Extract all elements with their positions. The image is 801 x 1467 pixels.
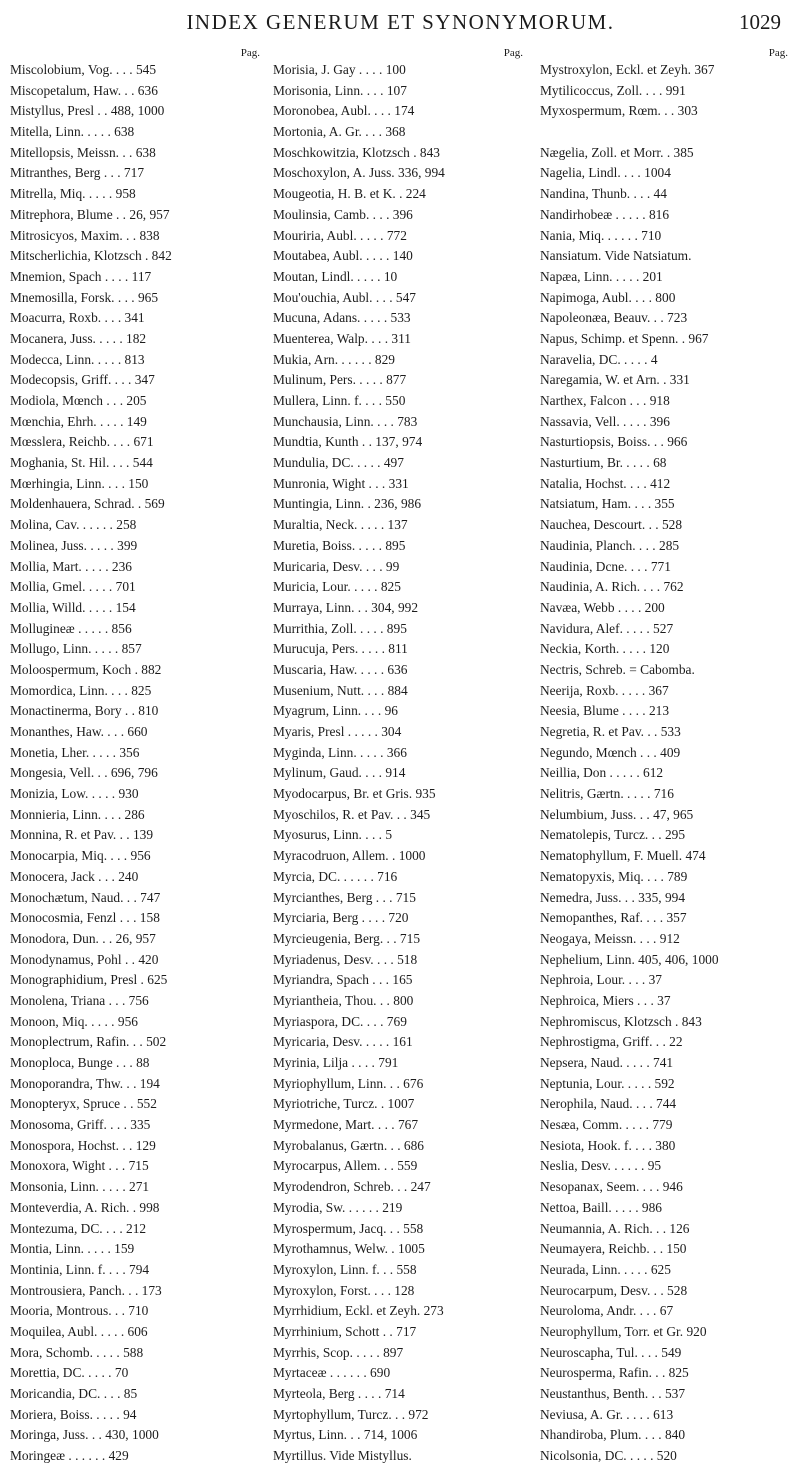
index-entry: Myroxylon, Linn. f. . . 558 — [273, 1261, 417, 1277]
index-entry: Muretia, Boiss. . . . . 895 — [273, 537, 406, 553]
index-entry: Mitrella, Miq. . . . . 958 — [10, 186, 136, 202]
index-entry: Modecca, Linn. . . . . 813 — [10, 351, 145, 367]
index-entry: Neuroloma, Andr. . . . 67 — [540, 1303, 674, 1319]
index-entry: Myaris, Presl . . . . . 304 — [273, 724, 402, 739]
index-entry: Natalia, Hochst. . . . 412 — [540, 475, 671, 491]
index-entry: Nauchea, Descourt. . . 528 — [540, 517, 683, 533]
index-entry: Nelumbium, Juss. . . 47, 965 — [540, 806, 694, 822]
page-number: 1029 — [739, 10, 781, 34]
index-entry: Mongesia, Vell. . . 696, 796 — [10, 765, 158, 781]
index-entry: Myrcianthes, Berg . . . 715 — [273, 889, 416, 905]
index-entry: Myriadenus, Desv. . . . 518 — [273, 951, 418, 967]
index-entry: Murraya, Linn. . . 304, 992 — [273, 599, 419, 615]
index-entry: Neckia, Korth. . . . . 120 — [540, 641, 670, 657]
index-entry: Mœnchia, Ehrh. . . . . 149 — [10, 413, 147, 429]
index-entry: Mollugineæ . . . . . 856 — [10, 620, 132, 636]
index-entry: Monsonia, Linn. . . . . 271 — [10, 1179, 150, 1195]
index-entry: Myxospermum, Rœm. . . 303 — [540, 103, 698, 119]
index-entry: Nematolepis, Turcz. . . 295 — [540, 827, 686, 843]
index-column-2 — [273, 46, 525, 1467]
index-entry: Myrrhis, Scop. . . . . 897 — [273, 1344, 404, 1360]
index-entry: Monoplectrum, Rafin. . . 502 — [10, 1034, 167, 1050]
index-entry: Neogaya, Meissn. . . . 912 — [540, 930, 680, 946]
index-entry: Nassavia, Vell. . . . . 396 — [540, 413, 670, 429]
index-entry: Naregamia, W. et Arn. . 331 — [540, 372, 690, 388]
index-entry: Myginda, Linn. . . . . 366 — [273, 744, 407, 760]
index-entry: Neslia, Desv. . . . . . 95 — [540, 1158, 662, 1174]
index-entry: Monoploca, Bunge . . . 88 — [10, 1055, 150, 1070]
index-entry: Nesiota, Hook. f. . . . 380 — [540, 1137, 676, 1153]
index-entry: Mytilicoccus, Zoll. . . . 991 — [540, 82, 686, 98]
index-entry: Napus, Schimp. et Spenn. . 967 — [540, 330, 709, 346]
index-entry: Monospora, Hochst. . . 129 — [10, 1137, 156, 1153]
index-entry: Myrtophyllum, Turcz. . . 972 — [273, 1406, 429, 1422]
index-entry: Naudinia, Dcne. . . . 771 — [540, 558, 671, 574]
index-entry: Nansiatum. Vide Natsiatum. — [540, 248, 692, 264]
index-entry: Nicolsonia, DC. . . . . 520 — [540, 1448, 677, 1464]
index-entry: Montinia, Linn. f. . . . 794 — [10, 1261, 150, 1277]
index-entry: Morisonia, Linn. . . . 107 — [273, 82, 407, 98]
index-entry: Mœrhingia, Linn. . . . 150 — [10, 475, 149, 491]
index-entry: Negundo, Mœnch . . . 409 — [540, 744, 681, 760]
index-entry: Muricaria, Desv. . . . 99 — [273, 558, 400, 574]
index-entry: Mukia, Arn. . . . . . 829 — [273, 351, 395, 367]
index-entry: Mucuna, Adans. . . . . 533 — [273, 310, 411, 326]
index-entry: Napoleonæa, Beauv. . . 723 — [540, 310, 688, 326]
column-heading-pag: Pag. — [240, 47, 260, 59]
index-entry: Neurocarpum, Desv. . . 528 — [540, 1282, 688, 1298]
index-entry: Nectris, Schreb. = Cabomba. — [540, 661, 695, 677]
index-entry: Myrobalanus, Gærtn. . . 686 — [273, 1137, 425, 1153]
index-entry: Molinea, Juss. . . . . 399 — [10, 537, 138, 553]
index-entry: Napimoga, Aubl. . . . 800 — [540, 289, 676, 305]
index-entry: Mollugo, Linn. . . . . 857 — [10, 641, 142, 657]
index-entry: Murrithia, Zoll. . . . . 895 — [273, 620, 407, 636]
index-entry: Monanthes, Haw. . . . 660 — [10, 724, 148, 739]
index-entry: Moriera, Boiss. . . . . 94 — [10, 1406, 137, 1422]
index-entry: Moringeæ . . . . . . 429 — [10, 1448, 129, 1464]
index-entry: Myodocarpus, Br. et Gris. 935 — [273, 786, 436, 802]
index-entry: Morisia, J. Gay . . . . 100 — [273, 62, 406, 77]
index-entry: Nagelia, Lindl. . . . 1004 — [540, 165, 671, 181]
index-entry: Monographidium, Presl . 625 — [10, 972, 168, 988]
index-entry: Myrtus, Linn. . . 714, 1006 — [273, 1427, 418, 1443]
index-entry: Mollia, Willd. . . . . 154 — [10, 599, 136, 615]
index-entry: Myrinia, Lilja . . . . 791 — [273, 1055, 399, 1070]
index-entry: Monetia, Lher. . . . . 356 — [10, 744, 140, 760]
index-entry: Monoon, Miq. . . . . 956 — [10, 1013, 138, 1029]
index-entry: Mitrosicyos, Maxim. . . 838 — [10, 227, 160, 243]
index-entry: Mitranthes, Berg . . . 717 — [10, 165, 145, 181]
index-entry: Monoporandra, Thw. . . 194 — [10, 1075, 160, 1091]
index-entry: Mnemosilla, Forsk. . . . 965 — [10, 289, 159, 305]
index-entry: Nesæa, Comm. . . . . 779 — [540, 1117, 673, 1133]
index-entry: Myriotriche, Turcz. . 1007 — [273, 1096, 415, 1112]
index-entry: Muraltia, Neck. . . . . 137 — [273, 517, 408, 533]
index-entry: Moricandia, DC. . . . 85 — [10, 1386, 138, 1401]
index-entry: Myracodruon, Allem. . 1000 — [273, 848, 426, 864]
index-entry: Myrrhinium, Schott . . 717 — [273, 1323, 417, 1339]
index-entry: Myrtaceæ . . . . . . 690 — [273, 1365, 391, 1381]
index-entry: Navidura, Alef. . . . . 527 — [540, 620, 674, 636]
index-entry: Nhandiroba, Plum. . . . 840 — [540, 1427, 686, 1443]
index-entry: Moschoxylon, A. Juss. 336, 994 — [273, 165, 445, 181]
index-entry: Munchausia, Linn. . . . 783 — [273, 413, 418, 429]
index-entry: Myroxylon, Forst. . . . 128 — [273, 1282, 415, 1298]
running-title: INDEX GENERUM ET SYNONYMORUM. — [186, 10, 615, 34]
index-entry: Monoxora, Wight . . . 715 — [10, 1158, 149, 1174]
index-entry: Myrcieugenia, Berg. . . 715 — [273, 930, 421, 946]
index-entry: Monactinerma, Bory . . 810 — [10, 703, 159, 719]
index-entry: Nerophila, Naud. . . . 744 — [540, 1096, 677, 1112]
index-entry: Nephelium, Linn. 405, 406, 1000 — [540, 951, 719, 967]
index-entry: Myrtillus. Vide Mistyllus. — [273, 1448, 412, 1464]
index-entry: Navæa, Webb . . . . 200 — [540, 599, 665, 615]
index-entry: Narthex, Falcon . . . 918 — [540, 393, 670, 408]
index-entry: Momordica, Linn. . . . 825 — [10, 682, 152, 698]
index-entry: Neillia, Don . . . . . 612 — [540, 765, 664, 781]
index-entry: Monteverdia, A. Rich. . 998 — [10, 1199, 160, 1215]
index-entry: Myosurus, Linn. . . . 5 — [273, 827, 393, 843]
index-entry: Nasturtium, Br. . . . . 68 — [540, 455, 667, 471]
index-entry: Neptunia, Lour. . . . . 592 — [540, 1075, 675, 1091]
index-entry: Monodora, Dun. . . 26, 957 — [10, 930, 156, 946]
index-entry: Mistyllus, Presl . . 488, 1000 — [10, 103, 165, 119]
index-entry: Nepsera, Naud. . . . . 741 — [540, 1055, 674, 1070]
index-entry: Nephrostigma, Griff. . . 22 — [540, 1034, 683, 1050]
index-entry: Myricaria, Desv. . . . . 161 — [273, 1034, 413, 1050]
index-entry: Mitscherlichia, Klotzsch . 842 — [10, 248, 172, 264]
index-entry: Myrodendron, Schreb. . . 247 — [273, 1179, 431, 1195]
index-entry: Moloospermum, Koch . 882 — [10, 661, 162, 677]
index-column-1 — [10, 46, 262, 1467]
index-entry: Monolena, Triana . . . 756 — [10, 992, 149, 1008]
index-entry: Myrteola, Berg . . . . 714 — [273, 1386, 405, 1401]
index-entry: Myrrhidium, Eckl. et Zeyh. 273 — [273, 1303, 444, 1319]
index-entry: Myriaspora, DC. . . . 769 — [273, 1013, 407, 1029]
index-entry: Myrocarpus, Allem. . . 559 — [273, 1158, 418, 1174]
index-entry: Monocera, Jack . . . 240 — [10, 868, 139, 884]
index-entry: Moronobea, Aubl. . . . 174 — [273, 103, 415, 119]
index-entry: Mulinum, Pers. . . . . 877 — [273, 372, 407, 388]
index-entry: Mougeotia, H. B. et K. . 224 — [273, 186, 426, 202]
index-entry: Muricia, Lour. . . . . 825 — [273, 579, 401, 595]
index-entry: Myrospermum, Jacq. . . 558 — [273, 1220, 424, 1236]
index-entry: Nephroia, Lour. . . . 37 — [540, 972, 662, 988]
index-entry: Mitella, Linn. . . . . 638 — [10, 124, 135, 140]
index-entry: Mundtia, Kunth . . 137, 974 — [273, 434, 423, 450]
index-entry — [540, 122, 790, 143]
index-entry: Neuroscapha, Tul. . . . 549 — [540, 1344, 682, 1360]
index-entry: Naravelia, DC. . . . . 4 — [540, 351, 658, 367]
index-entry: Mullera, Linn. f. . . . 550 — [273, 393, 406, 408]
index-entry: Muntingia, Linn. . 236, 986 — [273, 496, 422, 512]
index-entry: Moghania, St. Hil. . . . 544 — [10, 455, 153, 471]
index-entry: Morettia, DC. . . . . 70 — [10, 1365, 129, 1381]
index-entry: Monnina, R. et Pav. . . 139 — [10, 827, 154, 843]
index-entry: Miscolobium, Vog. . . . 545 — [10, 62, 157, 77]
index-entry: Mora, Schomb. . . . . 588 — [10, 1344, 144, 1360]
index-entry: Monocosmia, Fenzl . . . 158 — [10, 910, 160, 926]
index-entry: Nematophyllum, F. Muell. 474 — [540, 848, 706, 864]
index-entry: Moutan, Lindl. . . . . 10 — [273, 268, 398, 284]
index-entry: Mooria, Montrous. . . 710 — [10, 1303, 149, 1319]
index-entry: Mystroxylon, Eckl. et Zeyh. 367 — [540, 62, 715, 77]
index-entry: Myrmedone, Mart. . . . 767 — [273, 1117, 419, 1133]
index-entry: Natsiatum, Ham. . . . 355 — [540, 496, 675, 512]
index-entry: Myoschilos, R. et Pav. . . 345 — [273, 806, 431, 822]
index-entry: Nephroica, Miers . . . 37 — [540, 992, 671, 1008]
index-entry: Montrousiera, Panch. . . 173 — [10, 1282, 162, 1298]
index-entry: Negretia, R. et Pav. . . 533 — [540, 724, 681, 739]
index-entry: Nelitris, Gærtn. . . . . 716 — [540, 786, 674, 802]
index-entry: Moldenhauera, Schrad. . 569 — [10, 496, 165, 512]
index-entry: Naudinia, A. Rich. . . . 762 — [540, 579, 684, 595]
index-entry: Nandirhobeæ . . . . . 816 — [540, 206, 670, 222]
index-entry: Muenterea, Walp. . . . 311 — [273, 330, 411, 346]
index-entry: Neumannia, A. Rich. . . 126 — [540, 1220, 690, 1236]
index-entry: Myagrum, Linn. . . . 96 — [273, 703, 398, 719]
index-entry: Mollia, Gmel. . . . . 701 — [10, 579, 136, 595]
index-entry: Mollia, Mart. . . . . 236 — [10, 558, 132, 574]
index-entry: Mitellopsis, Meissn. . . 638 — [10, 144, 156, 160]
index-entry: Moringa, Juss. . . 430, 1000 — [10, 1427, 159, 1443]
index-entry: Myrothamnus, Welw. . 1005 — [273, 1241, 425, 1257]
index-entry: Nægelia, Zoll. et Morr. . 385 — [540, 144, 694, 160]
index-entry: Montezuma, DC. . . . 212 — [10, 1220, 147, 1236]
index-entry: Moquilea, Aubl. . . . . 606 — [10, 1323, 148, 1339]
index-entry: Montia, Linn. . . . . 159 — [10, 1241, 135, 1257]
index-entry: Neurophyllum, Torr. et Gr. 920 — [540, 1323, 707, 1339]
index-entry: Moutabea, Aubl. . . . . 140 — [273, 248, 413, 264]
index-entry: Nephromiscus, Klotzsch . 843 — [540, 1013, 702, 1029]
index-column-3 — [540, 46, 790, 1467]
index-entry: Monnieria, Linn. . . . 286 — [10, 806, 145, 822]
index-entry: Modecopsis, Griff. . . . 347 — [10, 372, 155, 388]
column-heading-pag: Pag. — [768, 47, 788, 59]
index-entry: Monocarpia, Miq. . . . 956 — [10, 848, 151, 864]
index-entry: Modiola, Mœnch . . . 205 — [10, 393, 147, 408]
index-entry: Myriandra, Spach . . . 165 — [273, 972, 413, 988]
index-entry: Nasturtiopsis, Boiss. . . 966 — [540, 434, 688, 450]
index-entry: Neumayera, Reichb. . . 150 — [540, 1241, 687, 1257]
index-entry: Neesia, Blume . . . . 213 — [540, 703, 670, 719]
index-entry: Nandina, Thunb. . . . 44 — [540, 186, 667, 202]
index-entry: Monizia, Low. . . . . 930 — [10, 786, 139, 802]
index-entry: Murucuja, Pers. . . . . 811 — [273, 641, 408, 657]
index-entry: Myrciaria, Berg . . . . 720 — [273, 910, 409, 926]
index-entry: Mitrephora, Blume . . 26, 957 — [10, 206, 170, 222]
index-entry: Monochætum, Naud. . . 747 — [10, 889, 161, 905]
index-entry: Moacurra, Roxb. . . . 341 — [10, 310, 145, 326]
index-entry: Napæa, Linn. . . . . 201 — [540, 268, 663, 284]
index-entry: Myriophyllum, Linn. . . 676 — [273, 1075, 424, 1091]
index-entry: Mortonia, A. Gr. . . . 368 — [273, 124, 406, 140]
index-entry: Mnemion, Spach . . . . 117 — [10, 268, 152, 284]
index-entry: Monosoma, Griff. . . . 335 — [10, 1117, 151, 1133]
index-entry: Nemedra, Juss. . . 335, 994 — [540, 889, 686, 905]
index-entry: Mou'ouchia, Aubl. . . . 547 — [273, 289, 417, 305]
index-entry: Neviusa, A. Gr. . . . . 613 — [540, 1406, 674, 1422]
index-entry: Miscopetalum, Haw. . . 636 — [10, 82, 158, 98]
index-entry: Mouriria, Aubl. . . . . 772 — [273, 227, 407, 243]
index-entry: Monopteryx, Spruce . . 552 — [10, 1096, 157, 1112]
index-entry: Nemopanthes, Raf. . . . 357 — [540, 910, 687, 926]
index-entry: Neurada, Linn. . . . . 625 — [540, 1261, 671, 1277]
index-entry: Nettoa, Baill. . . . . 986 — [540, 1199, 662, 1215]
index-entry: Musenium, Nutt. . . . 884 — [273, 682, 408, 698]
index-entry: Myrcia, DC. . . . . . 716 — [273, 868, 398, 884]
index-entry: Neustanthus, Benth. . . 537 — [540, 1386, 686, 1401]
index-entry: Muscaria, Haw. . . . . 636 — [273, 661, 408, 677]
index-entry: Molina, Cav. . . . . . 258 — [10, 517, 137, 533]
index-entry: Neurosperma, Rafin. . . 825 — [540, 1365, 689, 1381]
index-entry: Moulinsia, Camb. . . . 396 — [273, 206, 413, 222]
index-entry: Moschkowitzia, Klotzsch . 843 — [273, 144, 440, 160]
index-entry: Munronia, Wight . . . 331 — [273, 475, 409, 491]
index-entry: Myrodia, Sw. . . . . . 219 — [273, 1199, 403, 1215]
page-header — [0, 6, 801, 40]
index-entry: Nania, Miq. . . . . . 710 — [540, 227, 662, 243]
index-entry: Mundulia, DC. . . . . 497 — [273, 455, 404, 471]
index-entry: Nesopanax, Seem. . . . 946 — [540, 1179, 683, 1195]
index-entry: Mœsslera, Reichb. . . . 671 — [10, 434, 154, 450]
index-entry: Myriantheia, Thou. . . 800 — [273, 992, 414, 1008]
index-entry: Mylinum, Gaud. . . . 914 — [273, 765, 406, 781]
index-entry: Neerija, Roxb. . . . . 367 — [540, 682, 669, 698]
index-entry: Naudinia, Planch. . . . 285 — [540, 537, 680, 553]
index-entry: Nematopyxis, Miq. . . . 789 — [540, 868, 688, 884]
index-entry: Mocanera, Juss. . . . . 182 — [10, 330, 147, 346]
column-heading-pag: Pag. — [503, 47, 523, 59]
index-entry: Monodynamus, Pohl . . 420 — [10, 951, 159, 967]
